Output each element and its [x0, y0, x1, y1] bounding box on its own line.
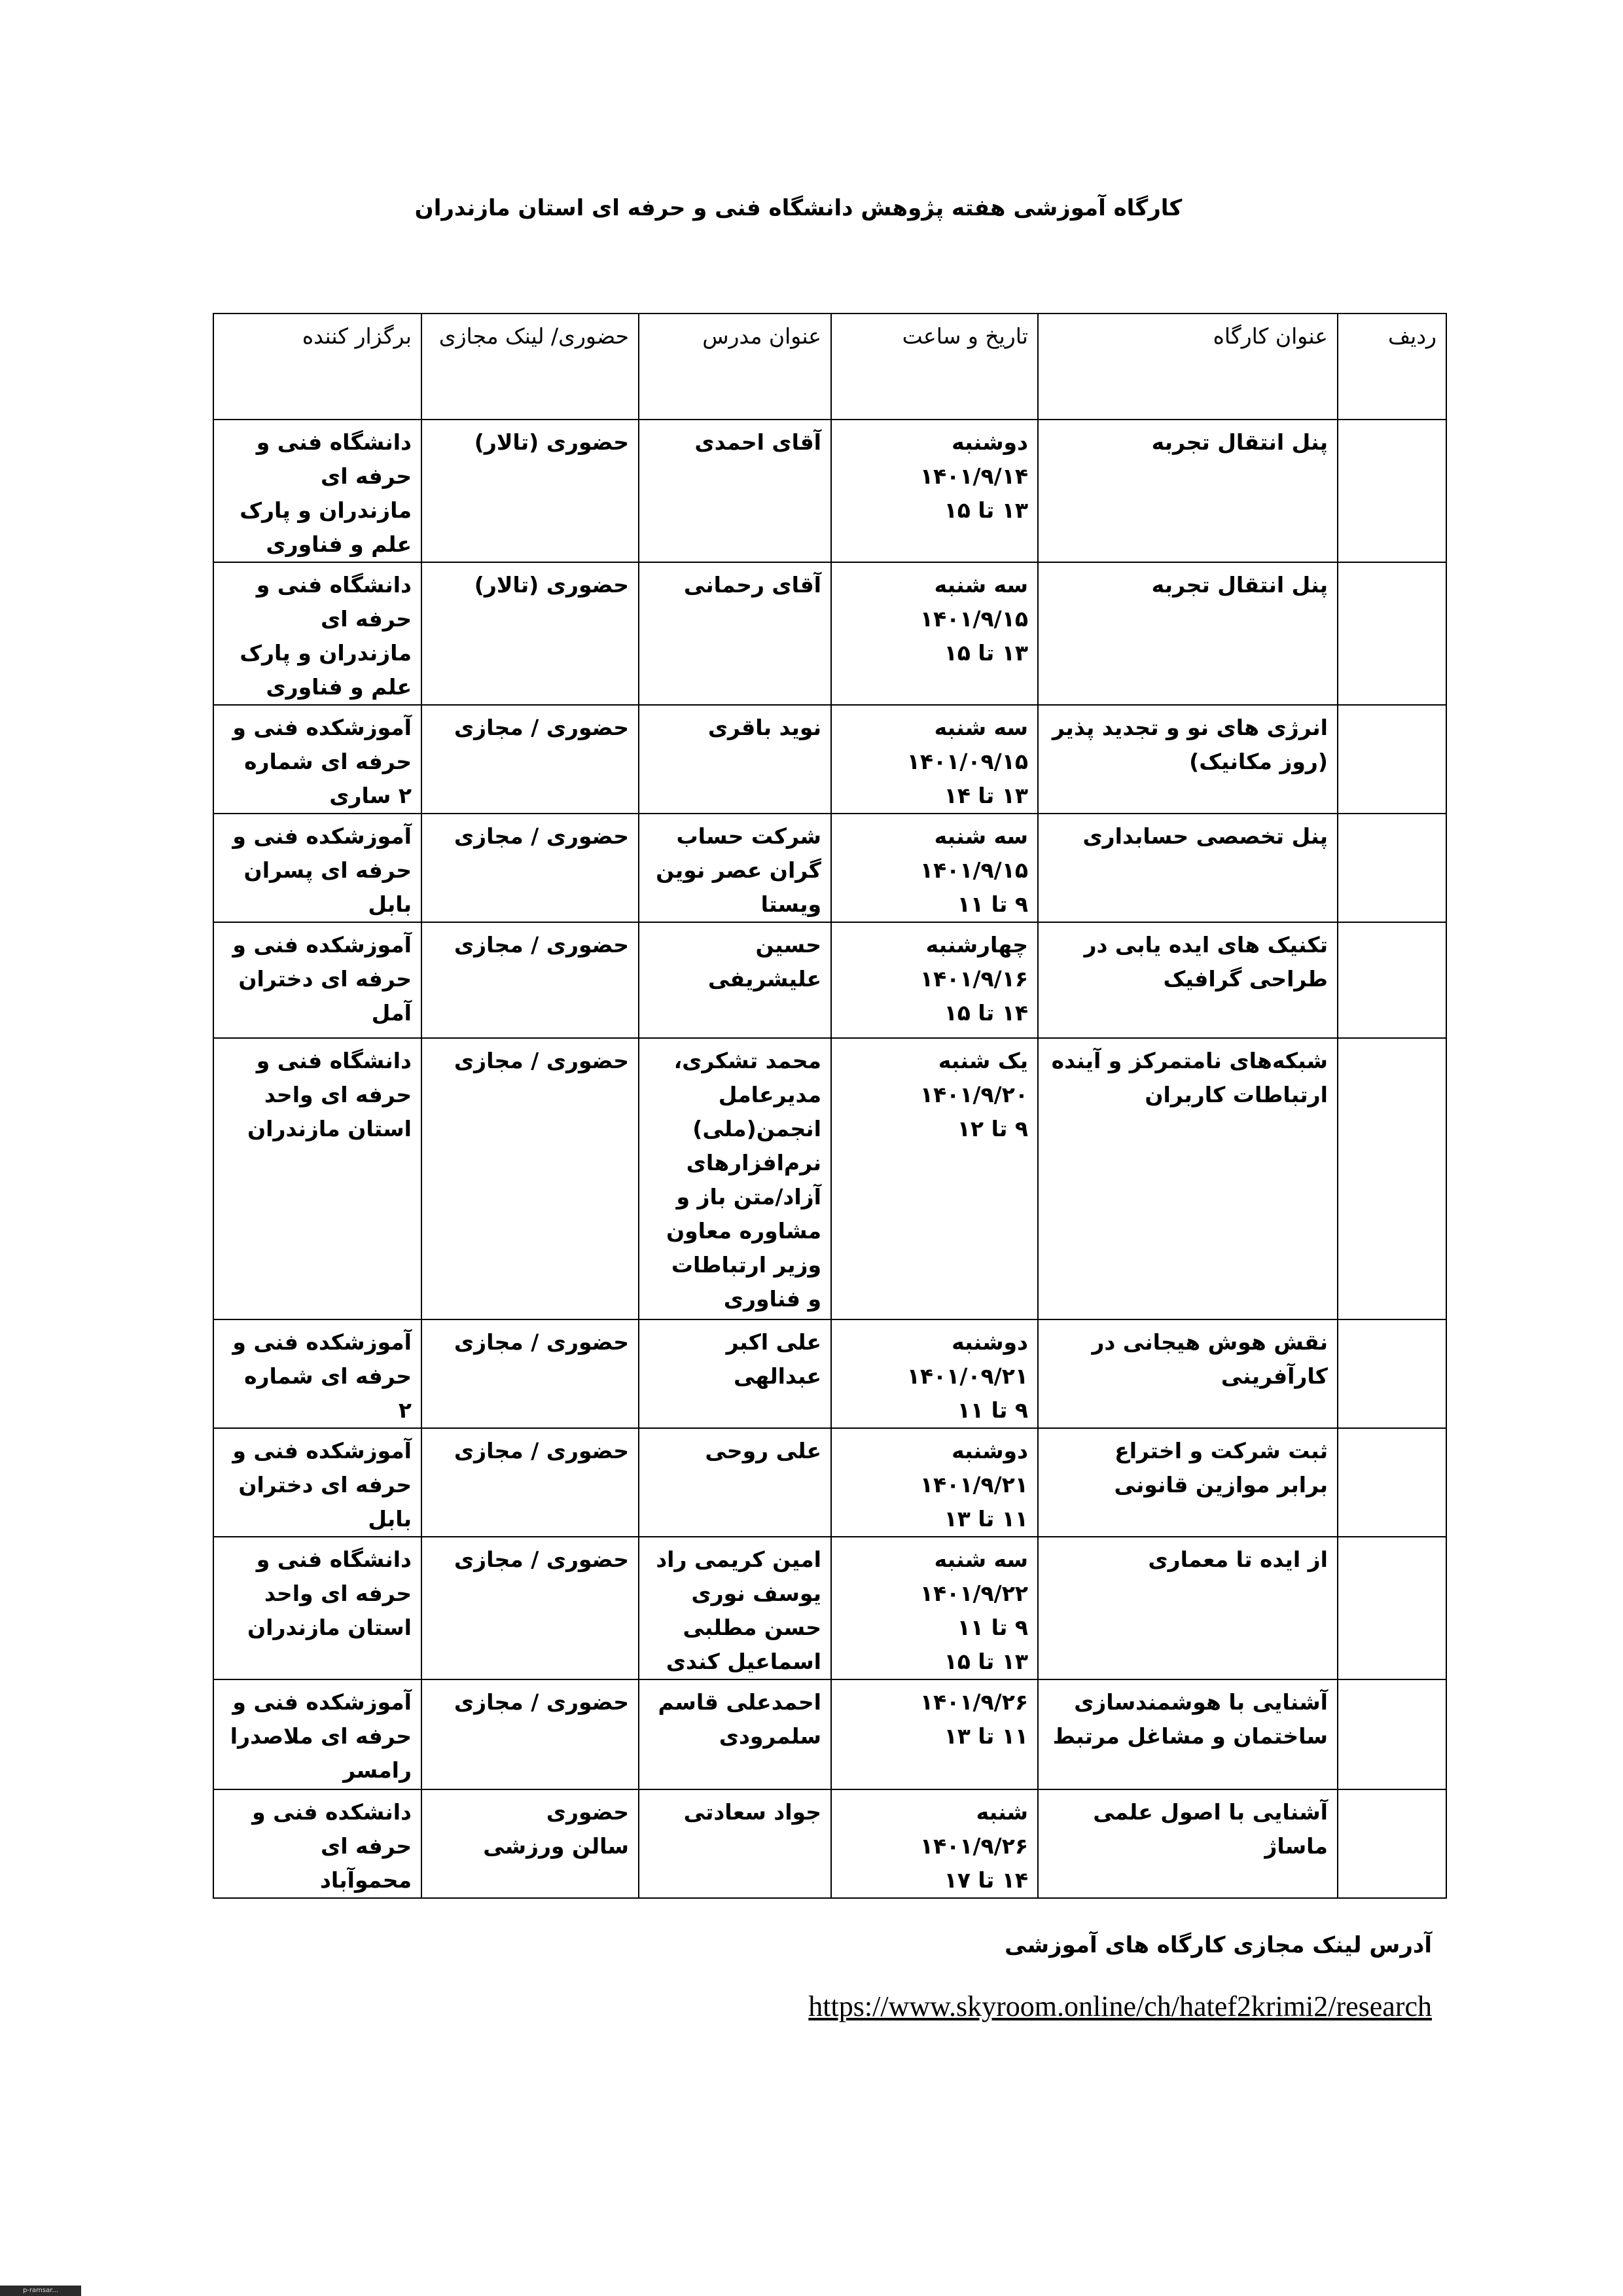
table-row [213, 1679, 1446, 1789]
cell-line: سه شنبه [934, 1547, 1028, 1572]
cell-line: اسماعیل کندی [666, 1649, 821, 1674]
watermark: p-ramsar... [0, 2286, 81, 2296]
cell-line: بابل [368, 1506, 412, 1532]
cell-line: ۱۱ تا ۱۳ [944, 1723, 1028, 1749]
cell-line: ۱۳ تا ۱۴ [944, 783, 1028, 808]
cell-row-number [1338, 1679, 1446, 1789]
cell-date-time [831, 1428, 1038, 1537]
cell-line: حضوری / مجازی [454, 715, 629, 740]
cell-line: ۱۴۰۱/۹/۲۶ [919, 1833, 1028, 1859]
cell-line: حضوری / مجازی [454, 932, 629, 958]
cell-line: مشاوره معاون [666, 1218, 821, 1244]
cell-line: حسین [755, 932, 821, 958]
cell-line: سه شنبه [934, 823, 1028, 849]
cell-date-time [831, 922, 1038, 1038]
cell-line: دانشگاه فنی و [256, 572, 412, 598]
cell-line: علیشریفی [707, 966, 821, 992]
cell-line: ۱۴۰۱/۹/۲۶ [919, 1689, 1028, 1715]
cell-line: آموزشکده فنی و [232, 932, 412, 958]
cell-line: ۹ تا ۱۲ [957, 1116, 1028, 1141]
cell-line: حرفه ای [321, 1833, 412, 1859]
cell-workshop-title [1038, 1428, 1338, 1537]
cell-line: پنل تخصصی حسابداری [1082, 823, 1328, 849]
cell-row-number [1338, 1319, 1446, 1428]
cell-line: آموزشکده فنی و [232, 715, 412, 740]
cell-row-number [1338, 1537, 1446, 1679]
cell-line: حرفه ای ملاصدرا [230, 1723, 412, 1749]
cell-line: علی اکبر [726, 1329, 821, 1355]
cell-line: سه شنبه [934, 715, 1028, 740]
cell-organizer [213, 420, 421, 562]
cell-row-number [1338, 705, 1446, 814]
cell-line: رامسر [343, 1757, 412, 1783]
cell-line: ۱۴۰۱/۹/۱۵ [919, 606, 1028, 632]
cell-line: حرفه ای پسران [243, 857, 412, 883]
cell-date-time [831, 1679, 1038, 1789]
cell-date-time [831, 1789, 1038, 1898]
cell-line: ماساژ [1264, 1833, 1328, 1859]
header-organizer: برگزار کننده [213, 314, 421, 420]
table-row [213, 1038, 1446, 1319]
cell-workshop-title [1038, 814, 1338, 922]
cell-line: حضوری [546, 1799, 629, 1825]
cell-workshop-title [1038, 420, 1338, 562]
cell-instructor [639, 1537, 831, 1679]
cell-line: ثبت شرکت و اختراع [1115, 1438, 1328, 1463]
cell-line: ساختمان و مشاغل مرتبط [1052, 1723, 1328, 1749]
cell-line: سالن ورزشی [483, 1833, 629, 1859]
cell-line: ۱۳ تا ۱۵ [944, 497, 1028, 523]
cell-line: حرفه ای شماره [244, 1363, 412, 1389]
cell-instructor [639, 420, 831, 562]
cell-line: بابل [368, 891, 412, 917]
cell-line: از ایده تا معماری [1148, 1547, 1328, 1572]
cell-line: احمدعلی قاسم [658, 1689, 821, 1715]
header-workshop-title: عنوان کارگاه [1038, 314, 1338, 420]
cell-line: حضوری (تالار) [474, 572, 629, 598]
cell-attendance-mode [421, 1679, 639, 1789]
cell-line: سلمرودی [719, 1723, 821, 1749]
table-row [213, 562, 1446, 705]
cell-organizer [213, 1537, 421, 1679]
cell-date-time [831, 705, 1038, 814]
cell-line: حضوری / مجازی [454, 1329, 629, 1355]
cell-line: ارتباطات کاربران [1145, 1082, 1328, 1107]
table-header-row [213, 314, 1446, 420]
cell-attendance-mode [421, 1537, 639, 1679]
cell-line: پنل انتقال تجربه [1151, 429, 1328, 455]
cell-workshop-title [1038, 1038, 1338, 1319]
cell-line: دانشکده فنی و [252, 1799, 412, 1825]
cell-instructor [639, 562, 831, 705]
cell-date-time [831, 1537, 1038, 1679]
cell-instructor [639, 1428, 831, 1537]
cell-line: حرفه ای دختران [238, 1472, 412, 1498]
cell-line: شنبه [976, 1799, 1028, 1825]
cell-line: مازندران و پارک [240, 497, 412, 523]
cell-line: ۹ تا ۱۱ [957, 1397, 1028, 1423]
cell-line: حضوری / مجازی [454, 1438, 629, 1463]
table-row [213, 814, 1446, 922]
cell-line: دانشگاه فنی و [256, 429, 412, 455]
cell-instructor [639, 1679, 831, 1789]
cell-instructor [639, 814, 831, 922]
table-row [213, 420, 1446, 562]
cell-line: ۱۱ تا ۱۳ [944, 1506, 1028, 1532]
cell-organizer [213, 1428, 421, 1537]
cell-line: ۱۴۰۱/۹/۱۶ [919, 966, 1028, 992]
cell-workshop-title [1038, 1679, 1338, 1789]
cell-line: (روز مکانیک) [1189, 749, 1328, 774]
cell-line: گران عصر نوین [656, 857, 821, 883]
cell-line: آشنایی با هوشمندسازی [1074, 1689, 1328, 1715]
cell-line: آموزشکده فنی و [232, 1329, 412, 1355]
cell-line: حرفه ای دختران [238, 966, 412, 992]
cell-line: ۹ تا ۱۱ [957, 1615, 1028, 1640]
cell-workshop-title [1038, 1537, 1338, 1679]
cell-line: و فناوری [723, 1286, 821, 1312]
cell-instructor [639, 705, 831, 814]
cell-line: آقای احمدی [694, 429, 821, 455]
cell-line: چهارشنبه [925, 932, 1028, 958]
cell-line: حسن مطلبی [683, 1615, 821, 1640]
cell-line: ۱۴۰۱/۹/۲۰ [919, 1082, 1028, 1107]
cell-line: انجمن(ملی) [692, 1116, 821, 1141]
cell-line: محموآباد [319, 1867, 412, 1893]
cell-row-number [1338, 922, 1446, 1038]
cell-line: آشنایی با اصول علمی [1093, 1799, 1328, 1825]
header-instructor: عنوان مدرس [639, 314, 831, 420]
cell-line: آموزشکده فنی و [232, 1438, 412, 1463]
cell-organizer [213, 562, 421, 705]
cell-line: محمد تشکری، [673, 1048, 821, 1073]
cell-line: برابر موازین قانونی [1114, 1472, 1328, 1498]
cell-organizer [213, 814, 421, 922]
cell-line: آموزشکده فنی و [232, 823, 412, 849]
table-row [213, 1537, 1446, 1679]
cell-attendance-mode [421, 922, 639, 1038]
cell-line: آموزشکده فنی و [232, 1689, 412, 1715]
cell-line: علی روحی [705, 1438, 821, 1463]
cell-line: ویستا [760, 891, 821, 917]
cell-attendance-mode [421, 420, 639, 562]
cell-organizer [213, 705, 421, 814]
cell-instructor [639, 1789, 831, 1898]
cell-line: عبدالهی [734, 1363, 821, 1389]
cell-line: ۱۳ تا ۱۵ [944, 1649, 1028, 1674]
cell-instructor [639, 1319, 831, 1428]
cell-line: حضوری / مجازی [454, 1689, 629, 1715]
cell-line: دوشنبه [952, 1329, 1028, 1355]
cell-line: ۱۴۰۱/۰۹/۱۵ [906, 749, 1028, 774]
cell-row-number [1338, 814, 1446, 922]
cell-line: نرم‌افزارهای [686, 1150, 821, 1175]
cell-line: نقش هوش هیجانی در [1092, 1329, 1328, 1355]
cell-line: ۱۳ تا ۱۵ [944, 640, 1028, 666]
cell-workshop-title [1038, 705, 1338, 814]
cell-row-number [1338, 420, 1446, 562]
cell-line: جواد سعادتی [683, 1799, 821, 1825]
cell-line: مازندران و پارک [240, 640, 412, 666]
cell-line: ۲ [398, 1397, 412, 1423]
cell-attendance-mode [421, 1428, 639, 1537]
cell-line: کارآفرینی [1221, 1363, 1328, 1389]
cell-line: علم و فناوری [266, 674, 412, 700]
cell-line: دانشگاه فنی و [256, 1547, 412, 1572]
cell-organizer [213, 1038, 421, 1319]
cell-line: حضوری / مجازی [454, 823, 629, 849]
page-title: کارگاه آموزشی هفته پژوهش دانشگاه فنی و حرفه ای استان مازندران [414, 195, 1183, 221]
cell-date-time [831, 1038, 1038, 1319]
cell-line: تکنیک های ایده یابی در [1084, 932, 1328, 958]
cell-line: آمل [371, 1000, 412, 1026]
cell-line: علم و فناوری [266, 531, 412, 557]
cell-date-time [831, 814, 1038, 922]
cell-date-time [831, 420, 1038, 562]
header-row-number: ردیف [1338, 314, 1446, 420]
virtual-link-label: آدرس لینک مجازی کارگاه های آموزشی [1005, 1932, 1432, 1958]
cell-instructor [639, 922, 831, 1038]
cell-line: نوید باقری [707, 715, 821, 740]
cell-line: ۱۴ تا ۱۵ [944, 1000, 1028, 1026]
workshop-schedule-table [213, 313, 1447, 1899]
cell-line: حرفه ای واحد [264, 1082, 412, 1107]
cell-organizer [213, 1789, 421, 1898]
cell-line: یک شنبه [938, 1048, 1028, 1073]
table-row [213, 1319, 1446, 1428]
cell-workshop-title [1038, 922, 1338, 1038]
cell-date-time [831, 562, 1038, 705]
cell-instructor [639, 1038, 831, 1319]
cell-line: شرکت حساب [676, 823, 821, 849]
table-row [213, 705, 1446, 814]
cell-attendance-mode [421, 1319, 639, 1428]
cell-row-number [1338, 1428, 1446, 1537]
cell-workshop-title [1038, 1789, 1338, 1898]
cell-organizer [213, 1319, 421, 1428]
cell-line: حضوری (تالار) [474, 429, 629, 455]
cell-line: سه شنبه [934, 572, 1028, 598]
cell-line: وزیر ارتباطات [671, 1252, 821, 1278]
header-date-time: تاریخ و ساعت [831, 314, 1038, 420]
cell-row-number [1338, 1038, 1446, 1319]
cell-line: ۱۴۰۱/۹/۲۱ [919, 1472, 1028, 1498]
cell-line: یوسف نوری [691, 1581, 821, 1606]
cell-line: استان مازندران [247, 1615, 412, 1640]
cell-line: ۱۴۰۱/۹/۱۵ [919, 857, 1028, 883]
cell-row-number [1338, 1789, 1446, 1898]
cell-line: طراحی گرافیک [1163, 966, 1328, 992]
cell-attendance-mode [421, 1038, 639, 1319]
cell-line: ۹ تا ۱۱ [957, 891, 1028, 917]
cell-line: آزاد/متن باز و [676, 1184, 821, 1210]
cell-line: دوشنبه [952, 429, 1028, 455]
cell-organizer [213, 1679, 421, 1789]
cell-line: مدیرعامل [718, 1082, 821, 1107]
cell-attendance-mode [421, 814, 639, 922]
cell-attendance-mode [421, 562, 639, 705]
cell-line: حرفه ای شماره [244, 749, 412, 774]
cell-line: حرفه ای [321, 463, 412, 489]
cell-line: حرفه ای واحد [264, 1581, 412, 1606]
cell-date-time [831, 1319, 1038, 1428]
cell-workshop-title [1038, 562, 1338, 705]
cell-line: دوشنبه [952, 1438, 1028, 1463]
cell-line: پنل انتقال تجربه [1151, 572, 1328, 598]
cell-line: امین کریمی راد [656, 1547, 821, 1572]
cell-line: ۱۴۰۱/۰۹/۲۱ [906, 1363, 1028, 1389]
cell-line: دانشگاه فنی و [256, 1048, 412, 1073]
cell-line: انرژی های نو و تجدید پذیر [1052, 715, 1328, 740]
cell-workshop-title [1038, 1319, 1338, 1428]
cell-line: استان مازندران [247, 1116, 412, 1141]
cell-line: ۱۴ تا ۱۷ [944, 1867, 1028, 1893]
cell-line: شبکه‌های نامتمرکز و آینده [1051, 1048, 1328, 1073]
table-row [213, 922, 1446, 1038]
header-attendance-mode: حضوری/ لینک مجازی [421, 314, 639, 420]
cell-line: ۲ ساری [329, 783, 412, 808]
cell-line: ۱۴۰۱/۹/۱۴ [919, 463, 1028, 489]
table-row [213, 1428, 1446, 1537]
cell-line: حضوری / مجازی [454, 1048, 629, 1073]
cell-line: حرفه ای [321, 606, 412, 632]
cell-line: ۱۴۰۱/۹/۲۲ [919, 1581, 1028, 1606]
cell-attendance-mode [421, 705, 639, 814]
cell-attendance-mode [421, 1789, 639, 1898]
cell-line: آقای رحمانی [683, 572, 821, 598]
virtual-link-url[interactable]: https://www.skyroom.online/ch/hatef2krimi2/research [808, 1990, 1432, 2022]
cell-organizer [213, 922, 421, 1038]
cell-line: حضوری / مجازی [454, 1547, 629, 1572]
table-row [213, 1789, 1446, 1898]
cell-row-number [1338, 562, 1446, 705]
